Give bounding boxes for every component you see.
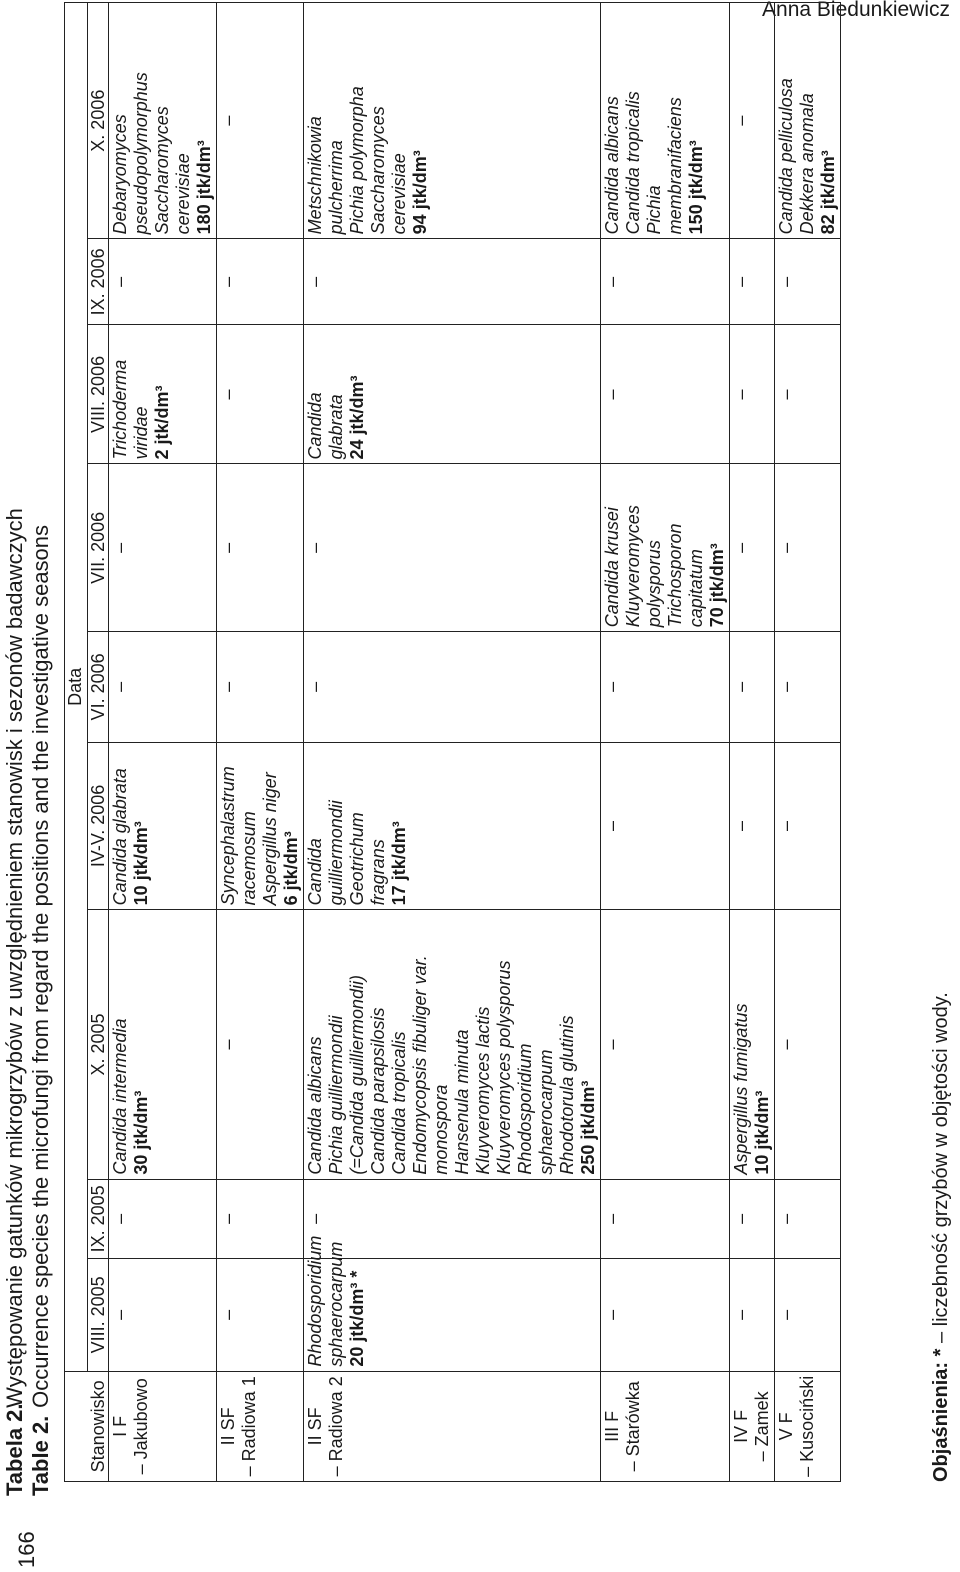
data-cell xyxy=(730,910,775,1179)
dash-mark: – xyxy=(731,1309,751,1320)
station-line: II SF xyxy=(305,1407,325,1446)
dash-mark: – xyxy=(305,276,325,287)
species-name: racemosum xyxy=(239,811,259,906)
caption-polish-label: Tabela 2. xyxy=(2,1403,27,1496)
dash-mark: – xyxy=(776,1213,796,1224)
data-cell xyxy=(601,632,730,742)
species-name: cerevisiae xyxy=(389,153,409,235)
data-cell xyxy=(109,742,217,910)
table-row xyxy=(109,3,217,1482)
data-cell xyxy=(775,464,841,632)
data-cell xyxy=(601,325,730,464)
species-name: sphaerocarpum xyxy=(536,1049,556,1175)
caption-polish-text: Występowanie gatunków mikrogrzybów z uwzględnieniem stanowisk i sezonów badawczych xyxy=(2,508,27,1408)
table-row xyxy=(775,3,841,1482)
dash-mark: – xyxy=(218,542,238,553)
data-cell xyxy=(217,3,304,239)
count-value: 180 jtk/dm³ xyxy=(194,140,214,235)
caption-english-text: Occurrence species the microfungi from regard the positions and the investigative seasons xyxy=(28,524,53,1408)
dash-mark: – xyxy=(218,1213,238,1224)
species-name: Geotrichum xyxy=(347,812,367,906)
dash-mark: – xyxy=(776,276,796,287)
station-line: – Kusociński xyxy=(797,1375,817,1477)
caption-english xyxy=(28,525,54,1496)
data-cell xyxy=(601,239,730,325)
species-name: Candida tropicalis xyxy=(389,1031,409,1175)
station-line: – Starówka xyxy=(623,1381,643,1472)
dash-mark: – xyxy=(602,681,622,692)
data-cell xyxy=(775,910,841,1179)
data-cell xyxy=(304,1235,601,1372)
dash-mark: – xyxy=(602,1039,622,1050)
table-row xyxy=(601,3,730,1482)
dash-mark: – xyxy=(218,1309,238,1320)
station-cell xyxy=(601,1371,730,1481)
data-cell xyxy=(109,1259,217,1372)
station-line: – Radiowa 1 xyxy=(239,1376,259,1477)
data-cell xyxy=(730,1259,775,1372)
species-name: Kluyveromyces polysporus xyxy=(494,960,514,1175)
data-cell xyxy=(304,632,601,742)
data-cell xyxy=(601,1259,730,1372)
species-name: Rhodosporidium xyxy=(515,1043,535,1175)
header-date: IX. 2005 xyxy=(88,1179,109,1258)
data-cell xyxy=(217,632,304,742)
count-value: 17 jtk/dm³ xyxy=(389,821,409,906)
data-cell xyxy=(217,910,304,1179)
count-value: 150 jtk/dm³ xyxy=(686,140,706,235)
dash-mark: – xyxy=(731,115,751,126)
species-name: viridae xyxy=(131,406,151,460)
species-name: Debaryomyces xyxy=(110,114,130,235)
data-cell xyxy=(217,239,304,325)
header-data: Data xyxy=(65,3,88,1372)
species-name: Kluyveromyces xyxy=(623,505,643,628)
count-value: 20 jtk/dm³ * xyxy=(347,1270,367,1367)
station-cell xyxy=(109,1371,217,1481)
species-name: Rhodosporidium xyxy=(305,1235,325,1367)
station-line: IV F xyxy=(731,1409,751,1443)
dash-mark: – xyxy=(218,681,238,692)
count-value: 24 jtk/dm³ xyxy=(347,375,367,460)
running-header-author: Anna Biedunkiewicz xyxy=(762,0,950,21)
data-cell xyxy=(304,239,601,325)
data-cell xyxy=(304,742,601,910)
note-label: Objaśnienia: xyxy=(930,1361,952,1482)
species-name: Saccharomyces xyxy=(368,106,388,235)
data-cell xyxy=(775,632,841,742)
dash-mark: – xyxy=(776,1309,796,1320)
data-cell xyxy=(304,325,601,464)
species-name: Candida tropicalis xyxy=(623,91,643,235)
count-value: 250 jtk/dm³ xyxy=(578,1080,598,1175)
station-cell xyxy=(775,1371,841,1481)
species-name: Trichosporon xyxy=(665,523,685,628)
station-line: – Jakubowo xyxy=(131,1378,151,1475)
count-value: 10 jtk/dm³ xyxy=(752,1090,772,1175)
species-name: Candida albicans xyxy=(305,1036,325,1175)
station-line: II SF xyxy=(218,1407,238,1446)
header-date: IX. 2006 xyxy=(88,239,109,325)
dash-mark: – xyxy=(218,276,238,287)
data-cell xyxy=(217,464,304,632)
dash-mark: – xyxy=(218,389,238,400)
header-date: X. 2006 xyxy=(88,3,109,239)
dash-mark: – xyxy=(731,820,751,831)
data-cell xyxy=(304,1179,601,1258)
data-cell xyxy=(601,742,730,910)
count-value: 30 jtk/dm³ xyxy=(131,1090,151,1175)
table-note xyxy=(930,992,953,1482)
station-cell xyxy=(217,1371,304,1481)
header-station: Stanowisko xyxy=(65,1371,109,1481)
species-name: guilliermondii xyxy=(326,800,346,906)
dash-mark: – xyxy=(776,389,796,400)
dash-mark: – xyxy=(602,820,622,831)
dash-mark: – xyxy=(776,820,796,831)
data-cell xyxy=(217,1179,304,1258)
data-cell xyxy=(109,239,217,325)
species-name: fragrans xyxy=(368,839,388,906)
caption-polish xyxy=(2,508,28,1496)
species-name: Metschnikowia xyxy=(305,116,325,235)
data-cell xyxy=(775,239,841,325)
species-name: Candida xyxy=(305,392,325,460)
species-name: pseudopolymorphus xyxy=(131,72,151,235)
species-name: Candida parapsilosis xyxy=(368,1007,388,1175)
dash-mark: – xyxy=(776,542,796,553)
species-name: Candida glabrata xyxy=(110,768,130,906)
data-cell xyxy=(730,464,775,632)
caption-english-label: Table 2. xyxy=(28,1415,53,1496)
note-text: – liczebność grzybów w objętości wody. xyxy=(930,992,952,1344)
data-cell xyxy=(601,464,730,632)
count-value: 6 jtk/dm³ xyxy=(281,831,301,906)
data-cell xyxy=(304,464,601,632)
data-cell xyxy=(109,632,217,742)
table-row xyxy=(730,3,775,1482)
data-cell xyxy=(304,3,601,239)
dash-mark: – xyxy=(218,1039,238,1050)
count-value: 2 jtk/dm³ xyxy=(152,385,172,460)
dash-mark: – xyxy=(602,1309,622,1320)
dash-mark: – xyxy=(110,681,130,692)
dash-mark: – xyxy=(110,276,130,287)
species-name: Rhodotorula glutinis xyxy=(557,1015,577,1175)
species-name: Saccharomyces xyxy=(152,106,172,235)
dash-mark: – xyxy=(110,542,130,553)
species-name: sphaerocarpum xyxy=(326,1241,346,1367)
species-name: Candida albicans xyxy=(602,96,622,235)
dash-mark: – xyxy=(602,389,622,400)
species-name: Pichia polymorpha xyxy=(347,86,367,235)
species-name: Candida intermedia xyxy=(110,1018,130,1175)
data-cell xyxy=(217,742,304,910)
count-value: 10 jtk/dm³ xyxy=(131,821,151,906)
species-name: Syncephalastrum xyxy=(218,766,238,906)
data-cell xyxy=(730,3,775,239)
species-name: Candida krusei xyxy=(602,507,622,628)
dash-mark: – xyxy=(731,389,751,400)
data-cell xyxy=(775,3,841,239)
data-cell xyxy=(109,325,217,464)
data-cell xyxy=(775,325,841,464)
header-date: VI. 2006 xyxy=(88,632,109,742)
data-cell xyxy=(775,742,841,910)
station-line: – Radiowa 2 xyxy=(326,1376,346,1477)
species-name: Endomycopsis fibuliger var. xyxy=(410,955,430,1175)
note-marker: * xyxy=(930,1348,952,1357)
data-cell xyxy=(601,910,730,1179)
species-name: cerevisiae xyxy=(173,153,193,235)
data-cell xyxy=(775,1179,841,1258)
dash-mark: – xyxy=(731,542,751,553)
data-cell xyxy=(730,632,775,742)
header-date: VII. 2006 xyxy=(88,464,109,632)
dash-mark: – xyxy=(602,276,622,287)
page-number: 166 xyxy=(14,1531,39,1568)
species-name: (=Candida guilliermondii) xyxy=(347,975,367,1175)
dash-mark: – xyxy=(305,542,325,553)
data-cell xyxy=(601,3,730,239)
species-name: capitatum xyxy=(686,549,706,628)
dash-mark: – xyxy=(731,276,751,287)
species-name: monospora xyxy=(431,1084,451,1175)
species-name: Kluyveromyces lactis xyxy=(473,1006,493,1175)
species-name: Trichoderma xyxy=(110,359,130,460)
species-name: polysporus xyxy=(644,540,664,628)
header-date: VIII. 2006 xyxy=(88,325,109,464)
header-date: IV-V. 2006 xyxy=(88,742,109,910)
data-cell xyxy=(109,1179,217,1258)
data-cell xyxy=(109,3,217,239)
data-cell xyxy=(109,910,217,1179)
species-name: Dekkera anomala xyxy=(797,93,817,235)
dash-mark: – xyxy=(602,1213,622,1224)
count-value: 82 jtk/dm³ xyxy=(818,150,838,235)
count-value: 94 jtk/dm³ xyxy=(410,150,430,235)
table-row xyxy=(217,3,304,1482)
data-cell xyxy=(217,1259,304,1372)
species-name: Pichia xyxy=(644,185,664,235)
dash-mark: – xyxy=(218,115,238,126)
data-cell xyxy=(730,239,775,325)
data-cell xyxy=(601,1179,730,1258)
species-name: Candida pelliculosa xyxy=(776,78,796,235)
dash-mark: – xyxy=(305,1213,325,1224)
dash-mark: – xyxy=(731,1213,751,1224)
station-line: III F xyxy=(602,1410,622,1442)
station-line: – Zamek xyxy=(752,1391,772,1462)
species-name: Candida xyxy=(305,838,325,906)
station-line: V F xyxy=(776,1412,796,1441)
species-name: glabrata xyxy=(326,394,346,460)
table-row xyxy=(304,3,601,1482)
station-cell xyxy=(730,1371,775,1481)
data-cell xyxy=(730,1179,775,1258)
data-cell xyxy=(775,1259,841,1372)
header-date: X. 2005 xyxy=(88,910,109,1179)
data-cell xyxy=(730,325,775,464)
species-name: membranifaciens xyxy=(665,97,685,235)
species-name: pulcherrima xyxy=(326,140,346,235)
occurrence-table xyxy=(64,2,841,1482)
dash-mark: – xyxy=(110,1309,130,1320)
data-cell xyxy=(217,325,304,464)
species-name: Aspergillus niger xyxy=(260,772,280,906)
species-name: Aspergillus fumigatus xyxy=(731,1003,751,1175)
dash-mark: – xyxy=(731,681,751,692)
species-name: Pichia guilliermondii xyxy=(326,1015,346,1175)
station-line: I F xyxy=(110,1415,130,1437)
dash-mark: – xyxy=(110,1213,130,1224)
data-cell xyxy=(109,464,217,632)
dash-mark: – xyxy=(305,681,325,692)
dash-mark: – xyxy=(776,681,796,692)
station-cell xyxy=(304,1371,601,1481)
data-cell xyxy=(730,742,775,910)
header-date: VIII. 2005 xyxy=(88,1259,109,1372)
dash-mark: – xyxy=(776,1039,796,1050)
species-name: Hansenula minuta xyxy=(452,1029,472,1175)
count-value: 70 jtk/dm³ xyxy=(707,543,727,628)
data-cell xyxy=(304,910,601,1179)
